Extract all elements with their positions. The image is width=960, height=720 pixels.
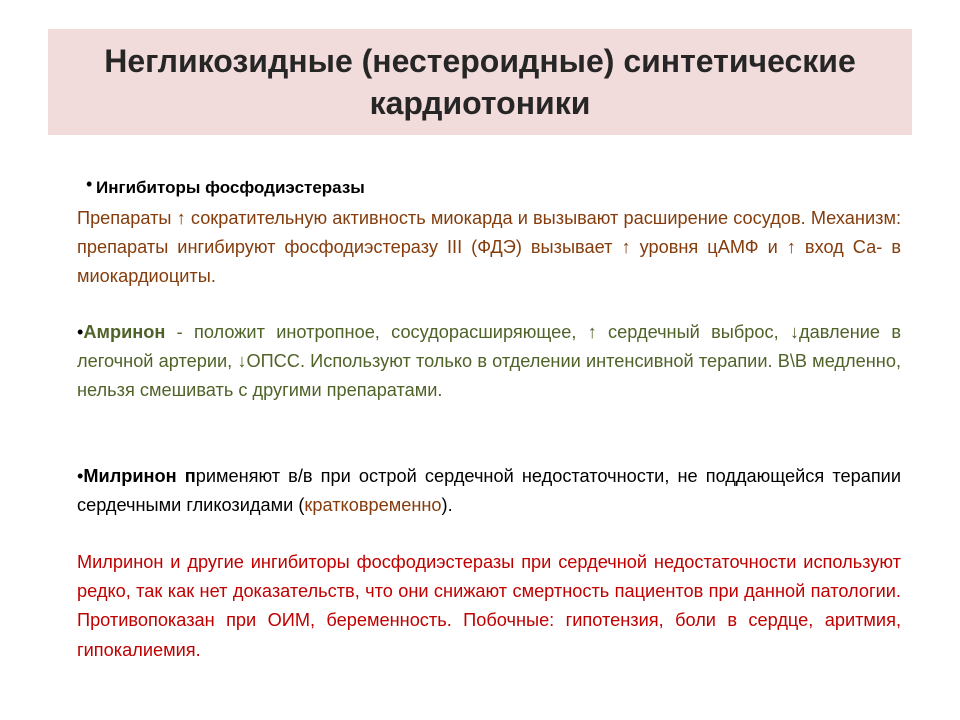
amrinon-name: Амринон bbox=[83, 322, 166, 342]
amrinon-bullet: • bbox=[77, 322, 84, 342]
intro-paragraph: Препараты ↑ сократительную активность миокарда и вызывают расширение сосудов. Механизм: препараты ингибируют фосфодиэстеразу III (ФДЭ) вызывает ↑ уровня цАМФ и ↑ вход Са- в миокардиоциты. bbox=[77, 208, 901, 287]
milrinon-description: рименяют в/в при острой сердечной недостаточности, не поддающейся терапии сердечными гликозидами ( bbox=[77, 466, 901, 516]
milrinon-bullet: • bbox=[77, 466, 84, 486]
amrinon-paragraph bbox=[77, 318, 901, 406]
page-title: Негликозидные (нестероидные) синтетические кардиотоники bbox=[104, 43, 856, 121]
section-heading: Ингибиторы фосфодиэстеразы bbox=[96, 178, 365, 197]
milrinon-name: Милринон п bbox=[83, 466, 196, 486]
section-bullet: • bbox=[86, 174, 93, 194]
milrinon-paragraph bbox=[77, 462, 901, 520]
amrinon-description: - положит инотропное, сосудорасширяющее, ↑ сердечный выброс, ↓давление в легочной артерии, ↓ОПСС. Используют только в отделении интенсивной терапии. В\В медленно, нельзя смешивать с другими препаратами. bbox=[77, 322, 901, 401]
note-paragraph: Милринон и другие ингибиторы фосфодиэстеразы при сердечной недостаточности используют редко, так как нет доказательств, что они снижают смертность пациентов при данной патологии. Противопоказан при ОИМ, беременность. Побочные: гипотензия, боли в сердце, аритмия, гипокалиемия. bbox=[77, 552, 901, 660]
milrinon-highlight: кратковременно bbox=[304, 495, 442, 516]
milrinon-closing: ). bbox=[441, 495, 453, 516]
